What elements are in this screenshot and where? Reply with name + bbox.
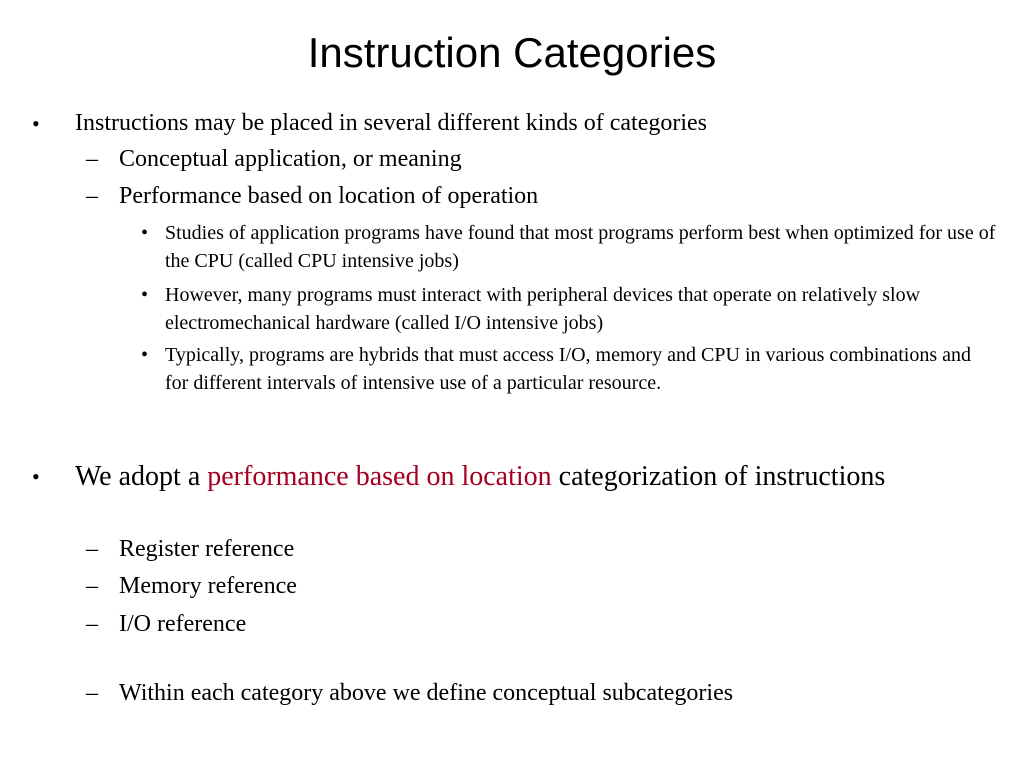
bullet-instructions-categories [32, 107, 992, 140]
bullet-marker: • [32, 111, 40, 136]
bullet-marker: • [141, 284, 149, 306]
bullet-text [75, 460, 905, 494]
subitem-subcategories [86, 677, 986, 710]
bullet-marker: • [141, 222, 149, 244]
dash-marker: – [86, 611, 98, 637]
dash-marker: – [86, 680, 98, 706]
subitem-text: Memory reference [119, 573, 297, 599]
subitem-conceptual [86, 143, 986, 176]
dash-marker: – [86, 183, 98, 209]
bullet-text: Instructions may be placed in several different kinds of categories [75, 110, 708, 136]
subitem-io [86, 608, 986, 641]
subitem-memory [86, 570, 986, 603]
dash-marker: – [86, 146, 98, 172]
detail-io-intensive [141, 282, 996, 337]
dash-marker: – [86, 573, 98, 599]
bullet-marker: • [141, 344, 149, 366]
subitem-text: Performance based on location of operation [119, 183, 539, 209]
detail-text: Studies of application programs have found that most programs perform best when optimized for use of the CPU (called CPU intensive jobs) [165, 222, 996, 272]
detail-text: Typically, programs are hybrids that must access I/O, memory and CPU in various combinations and for different intervals of intensive use of a particular resource. [165, 344, 972, 394]
text-after: categorization of instructions [551, 461, 886, 492]
dash-marker: – [86, 536, 98, 562]
detail-text: However, many programs must interact with peripheral devices that operate on relatively slow electromechanical hardware (called I/O intensive jobs) [165, 284, 921, 334]
subitem-text: Conceptual application, or meaning [119, 146, 462, 172]
subitem-text: Register reference [119, 536, 295, 562]
slide-title: Instruction Categories [307, 29, 717, 76]
subitem-text: I/O reference [119, 611, 247, 637]
detail-cpu-intensive [141, 220, 996, 275]
subitem-register [86, 533, 986, 566]
subitem-text: Within each category above we define conceptual subcategories [119, 680, 734, 706]
text-before: We adopt a [75, 461, 208, 492]
bullet-adopt-categorization [32, 460, 992, 494]
subitem-performance [86, 180, 986, 213]
detail-hybrids [141, 342, 996, 397]
bullet-marker: • [32, 464, 40, 489]
highlight-text: performance based on location [207, 461, 552, 492]
